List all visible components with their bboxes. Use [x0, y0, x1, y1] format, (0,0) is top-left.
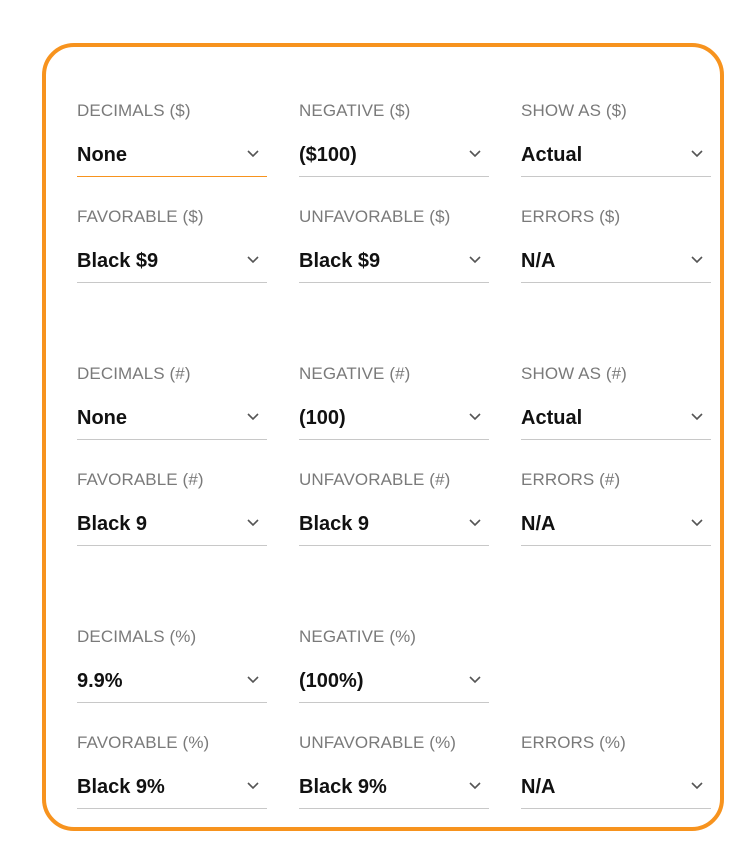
favorable-number-dropdown[interactable] [77, 513, 267, 546]
chevron-down-icon [247, 519, 259, 527]
chevron-down-icon [691, 782, 703, 790]
dropdown-value: (100) [299, 407, 346, 429]
favorable-percent-dropdown[interactable] [77, 776, 267, 809]
field-label: SHOW AS (#) [521, 364, 627, 383]
negative-number-dropdown[interactable] [299, 407, 489, 440]
show-as-currency-dropdown[interactable] [521, 144, 711, 177]
field-label: FAVORABLE (%) [77, 733, 210, 752]
dropdown-value: Actual [521, 144, 583, 166]
field-label: ERRORS (%) [521, 733, 626, 752]
dropdown-value: N/A [521, 250, 556, 272]
dropdown-value: Black $9 [299, 250, 381, 272]
chevron-down-icon [247, 150, 259, 158]
unfavorable-currency-dropdown[interactable] [299, 250, 489, 283]
dropdown-value: (100%) [299, 670, 364, 692]
dropdown-value: N/A [521, 513, 556, 535]
errors-number-field [521, 469, 711, 546]
chevron-down-icon [691, 519, 703, 527]
negative-number-field [299, 363, 489, 440]
chevron-down-icon [469, 676, 481, 684]
decimals-percent-dropdown[interactable] [77, 670, 267, 703]
chevron-down-icon [469, 413, 481, 421]
favorable-number-field [77, 469, 267, 546]
field-label: SHOW AS ($) [521, 101, 627, 120]
favorable-percent-field [77, 732, 267, 809]
errors-currency-dropdown[interactable] [521, 250, 711, 283]
field-label: NEGATIVE ($) [299, 101, 411, 120]
chevron-down-icon [247, 782, 259, 790]
dropdown-value: 9.9% [77, 670, 123, 692]
dropdown-value: Black 9% [77, 776, 165, 798]
negative-percent-field [299, 626, 489, 703]
field-label: DECIMALS (#) [77, 364, 191, 383]
favorable-currency-field [77, 206, 267, 283]
negative-percent-dropdown[interactable] [299, 670, 489, 703]
field-label: NEGATIVE (#) [299, 364, 411, 383]
decimals-currency-dropdown[interactable] [77, 144, 267, 177]
dropdown-value: Black $9 [77, 250, 159, 272]
dropdown-value: None [77, 144, 127, 166]
field-label: DECIMALS (%) [77, 627, 197, 646]
chevron-down-icon [247, 413, 259, 421]
errors-currency-field [521, 206, 711, 283]
chevron-down-icon [691, 150, 703, 158]
chevron-down-icon [247, 676, 259, 684]
unfavorable-currency-field [299, 206, 489, 283]
field-label: UNFAVORABLE (%) [299, 733, 457, 752]
chevron-down-icon [691, 413, 703, 421]
errors-percent-field [521, 732, 711, 809]
decimals-currency-field [77, 100, 267, 177]
dropdown-value: Black 9 [299, 513, 370, 535]
field-label: UNFAVORABLE (#) [299, 470, 451, 489]
chevron-down-icon [247, 256, 259, 264]
dropdown-value: Black 9 [77, 513, 148, 535]
unfavorable-percent-field [299, 732, 489, 809]
chevron-down-icon [691, 256, 703, 264]
field-label: DECIMALS ($) [77, 101, 191, 120]
dropdown-value: Actual [521, 407, 583, 429]
field-label: NEGATIVE (%) [299, 627, 417, 646]
show-as-number-dropdown[interactable] [521, 407, 711, 440]
errors-number-dropdown[interactable] [521, 513, 711, 546]
decimals-number-dropdown[interactable] [77, 407, 267, 440]
unfavorable-number-field [299, 469, 489, 546]
unfavorable-number-dropdown[interactable] [299, 513, 489, 546]
field-label: UNFAVORABLE ($) [299, 207, 451, 226]
decimals-percent-field [77, 626, 267, 703]
negative-currency-dropdown[interactable] [299, 144, 489, 177]
chevron-down-icon [469, 256, 481, 264]
decimals-number-field [77, 363, 267, 440]
chevron-down-icon [469, 782, 481, 790]
chevron-down-icon [469, 519, 481, 527]
favorable-currency-dropdown[interactable] [77, 250, 267, 283]
show-as-currency-field [521, 100, 711, 177]
field-label: FAVORABLE (#) [77, 470, 204, 489]
negative-currency-field [299, 100, 489, 177]
dropdown-value: None [77, 407, 127, 429]
field-label: ERRORS ($) [521, 207, 621, 226]
dropdown-value: ($100) [299, 144, 357, 166]
errors-percent-dropdown[interactable] [521, 776, 711, 809]
dropdown-value: Black 9% [299, 776, 387, 798]
dropdown-value: N/A [521, 776, 556, 798]
field-label: ERRORS (#) [521, 470, 621, 489]
field-label: FAVORABLE ($) [77, 207, 204, 226]
show-as-number-field [521, 363, 711, 440]
chevron-down-icon [469, 150, 481, 158]
unfavorable-percent-dropdown[interactable] [299, 776, 489, 809]
